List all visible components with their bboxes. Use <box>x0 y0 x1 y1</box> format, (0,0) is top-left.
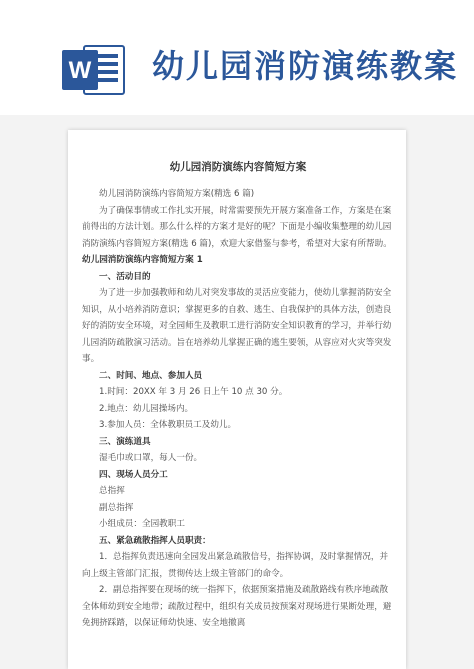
participants-item: 3.参加人员：全体教职员工及幼儿。 <box>99 420 237 430</box>
role-item: 副总指挥 <box>99 502 134 513</box>
heading-props: 三、演练道具 <box>99 436 151 447</box>
heading-duties: 五、紧急疏散指挥人员职责： <box>99 535 211 546</box>
heading-goal: 一、活动目的 <box>99 271 151 282</box>
heading-time: 二、时间、地点、参加人员 <box>99 370 203 381</box>
section-heading: 幼儿园消防演练内容简短方案 1 <box>82 255 203 265</box>
role-item: 总指挥 <box>99 486 125 496</box>
props-text: 湿毛巾或口罩，每人一份。 <box>99 453 203 463</box>
heading-roles: 四、现场人员分工 <box>99 469 168 480</box>
doc-intro: 为了确保事情或工作扎实开展，时常需要预先开展方案准备工作，方案是在案前得出的方法计划。那么什么样的方案才是好的呢？下面是小编收集整理的幼儿园消防演练内容简短方案(精选 6 篇)，欢迎大家借鉴与参考，希望对大家有所帮助。 <box>82 205 392 249</box>
document-body <box>82 160 394 632</box>
duty-item: 1．总指挥负责迅速向全园发出紧急疏散信号，指挥协调，及时掌握情况，并向上级主管部门汇报，贯彻传达上级主管部门的命令。 <box>82 552 389 579</box>
banner-title: 幼儿园消防演练教案 <box>152 47 459 85</box>
word-document-icon <box>62 40 126 100</box>
duty-item: 2．副总指挥要在现场的统一指挥下，依据预案措施及疏散路线有秩序地疏散全体师幼到安全地带；疏散过程中，组织有关成员按预案对现场进行果断处理，避免拥挤踩踏，以保证师幼快速、安全地撤离 <box>82 585 392 628</box>
location-item: 2.地点：幼儿园操场内。 <box>99 403 194 414</box>
goal-text: 为了进一步加强教师和幼儿对突发事故的灵活应变能力，使幼儿掌握消防安全知识，从小培养消防意识；掌握更多的自救、逃生、自我保护的具体方法，创造良好的消防安全环境，对全园师生及教职工进行消防安全知识教育的学习，并举行幼儿园消防疏散演习活动。旨在培养幼儿掌握正确的逃生要领，从容应对火灾等突发事。 <box>82 288 392 364</box>
document-banner <box>0 0 474 115</box>
word-logo-letter: W <box>68 57 92 84</box>
doc-subtitle: 幼儿园消防演练内容简短方案(精选 6 篇) <box>99 189 255 199</box>
doc-title: 幼儿园消防演练内容简短方案 <box>169 161 307 173</box>
document-page <box>68 130 406 669</box>
time-item: 1.时间：20XX 年 3 月 26 日上午 10 点 30 分。 <box>99 387 288 397</box>
role-item: 小组成员：全园教职工 <box>99 519 185 529</box>
